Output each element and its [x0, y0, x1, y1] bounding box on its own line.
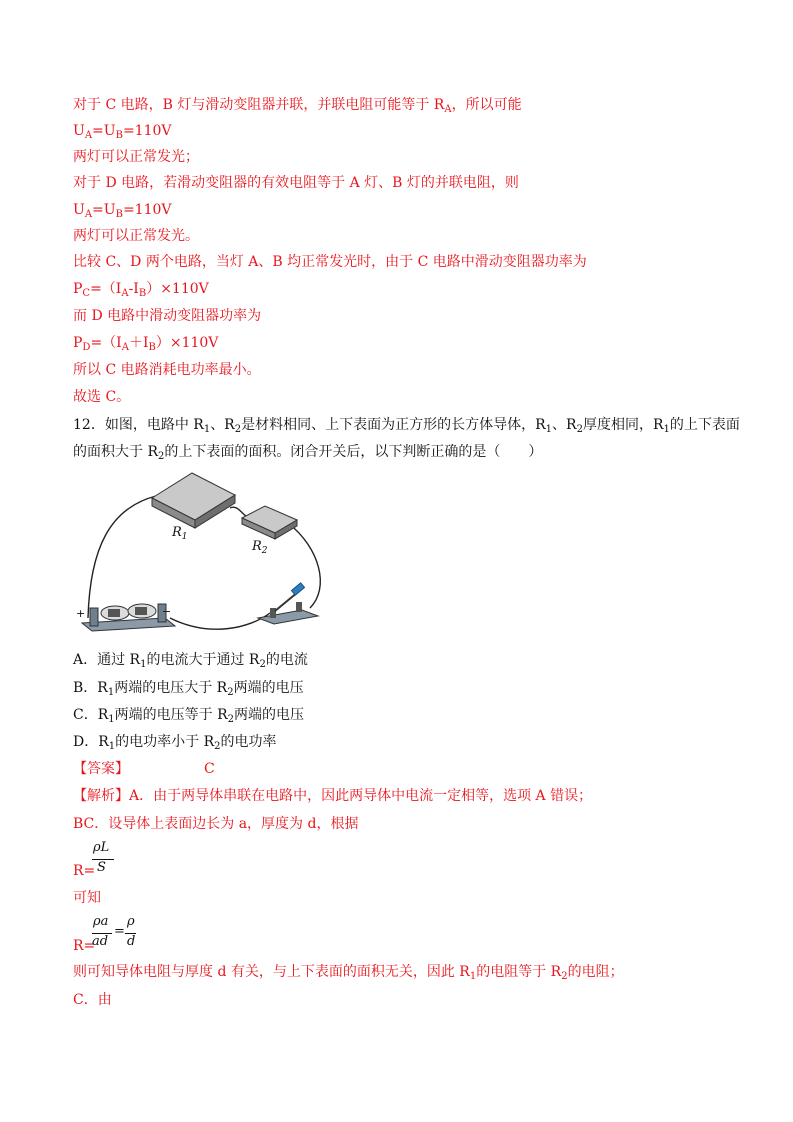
resistor-r2: [242, 506, 297, 539]
solution-line-7: 比较 C、D 两个电路，当灯 A、B 均正常发光时，由于 C 电路中滑动变阻器功率为: [73, 254, 587, 270]
answer-value: C: [204, 761, 215, 777]
formula-r-rho-over-d: R= ρa ad = ρ d: [73, 914, 136, 954]
answer-line: [73, 759, 215, 779]
solution-line-9: 而 D 电路中滑动变阻器功率为: [73, 308, 262, 324]
answer-label: 【答案】: [73, 761, 129, 777]
solution-line-12: 故选 C。: [73, 389, 131, 405]
question-12-line-2: 的面积大于 $R_2$的上下表面的面积。闭合开关后，以下判断正确的是（ ）: [73, 444, 543, 462]
solution-line-2: $U_A=U_B=110V$: [73, 123, 172, 141]
wire-bottom: [170, 613, 270, 629]
wire-left: [88, 496, 156, 618]
solution-line-10: $P_D=(I_A+I_B)\times 110V$: [73, 335, 219, 353]
option-a: A．通过 $R_1$的电流大于通过 $R_2$的电流: [73, 652, 308, 670]
solution-line-4: 对于 D 电路，若滑动变阻器的有效电阻等于 A 灯、B 灯的并联电阻，则: [73, 175, 519, 191]
question-12-line-1: 12．如图，电路中 $R_1$、$R_2$是材料相同、上下表面为正方形的长方体导体，$R_1$、$R_2$厚度相同，$R_1$的上下表面: [73, 417, 740, 435]
solution-line-3: 两灯可以正常发光；: [73, 149, 199, 165]
option-c: C．$R_1$两端的电压等于 $R_2$两端的电压: [73, 707, 305, 725]
r1-label: $R_1$: [172, 525, 188, 542]
analysis-line-5: C．由: [73, 992, 112, 1008]
solution-line-1: 对于 C 电路，B 灯与滑动变阻器并联，并联电阻可能等于 $R_A$，所以可能: [73, 97, 522, 115]
plus-label: +: [76, 607, 86, 620]
analysis-line-3: 可知: [73, 890, 101, 906]
analysis-line-1: 【解析】A．由于两导体串联在电路中，因此两导体中电流一定相等，选项 A 错误；: [73, 788, 593, 804]
solution-line-6: 两灯可以正常发光。: [73, 228, 199, 244]
option-d: D．$R_1$的电功率小于 $R_2$的电功率: [73, 734, 277, 752]
r2-label: $R_2$: [252, 539, 268, 556]
resistor-r1: [152, 473, 235, 528]
minus-label: −: [162, 605, 172, 618]
option-b: B．$R_1$两端的电压大于 $R_2$两端的电压: [73, 680, 304, 698]
solution-line-8: $P_C=(I_A-I_B)\times 110V$: [73, 281, 209, 299]
formula-r-rho-l-over-s: R= ρL S: [73, 840, 133, 885]
solution-line-5: $U_A=U_B=110V$: [73, 202, 172, 220]
analysis-line-4: 则可知导体电阻与厚度 d 有关，与上下表面的面积无关，因此 $R_1$的电阻等于 $R_2$的电阻；: [73, 964, 624, 982]
circuit-figure: [70, 468, 340, 638]
switch: [258, 583, 318, 624]
solution-line-11: 所以 C 电路消耗电功率最小。: [73, 362, 261, 378]
analysis-line-2: BC．设导体上表面边长为 a，厚度为 d，根据: [73, 816, 359, 832]
